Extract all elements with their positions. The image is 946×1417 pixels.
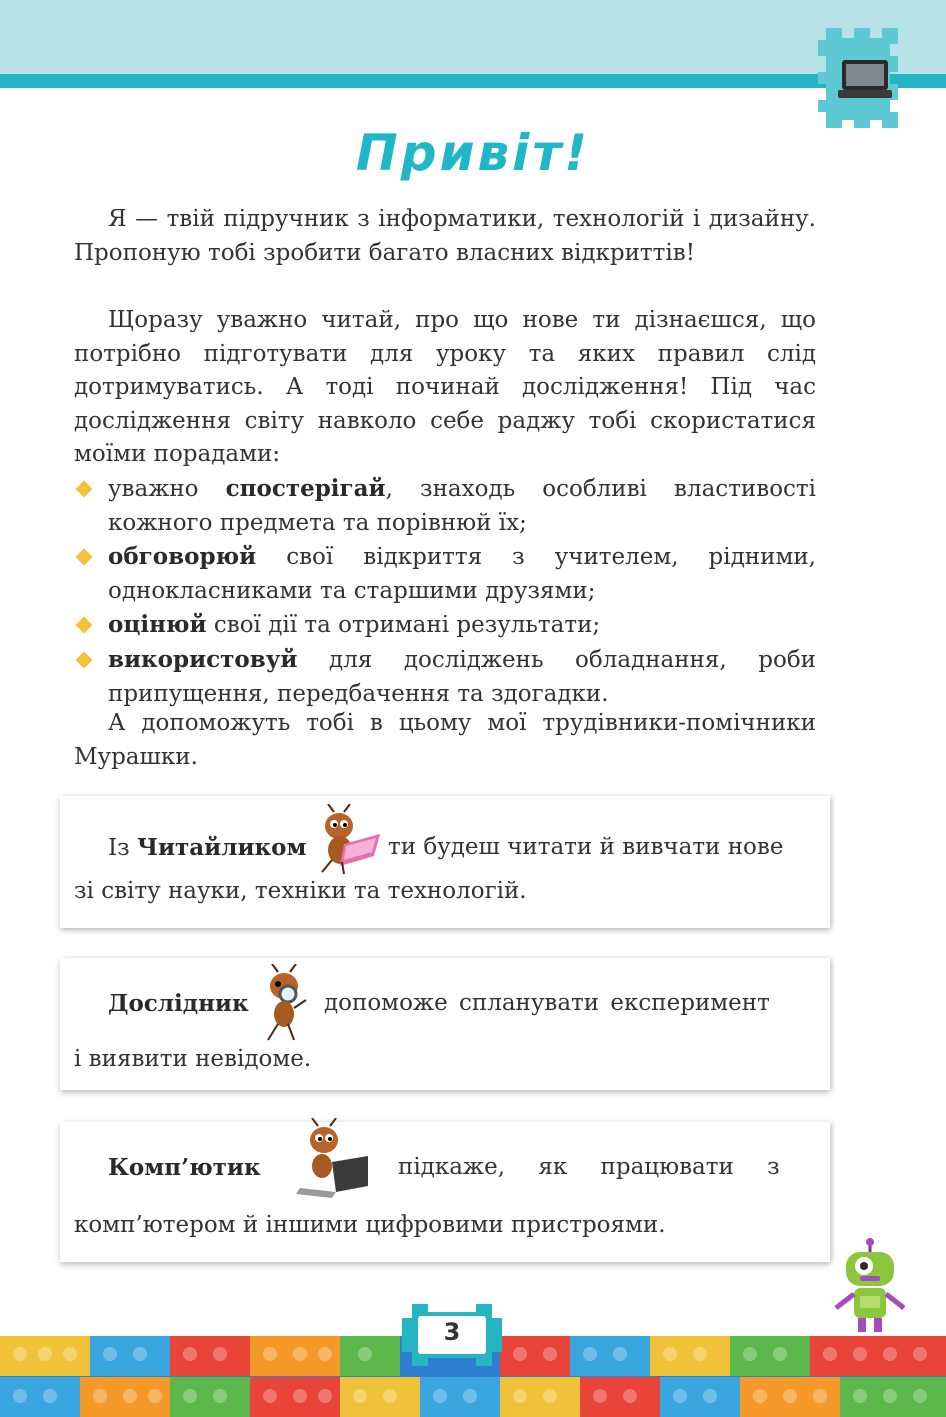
intro-text-2: Щоразу уважно читай, про що нове ти дізнаєшся, що потрібно підготувати для уроку та яких правил слід дотримуватись. А тоді починай дослідження! Під час дослідження світу навколо себе раджу тобі скористатися моїми порадами: — [74, 307, 816, 468]
ant-explorer-icon — [256, 964, 316, 1044]
explorer-line-2: і виявити невідоме. — [74, 1046, 312, 1072]
list-item: обговорюй свої відкриття з учителем, рідними, однокласниками та старшими друзями; — [74, 540, 816, 608]
page-title: Привіт! — [355, 124, 591, 182]
closing-text: А допоможуть тобі в цьому мої трудівники-помічники Мурашки. — [74, 710, 816, 770]
ant-reader-icon — [314, 804, 386, 876]
header-band — [0, 0, 946, 74]
diamond-bullet-icon — [76, 481, 93, 498]
monitor-icon — [812, 28, 918, 134]
intro-text-1: Я — твій підручник з інформатики, технологій і дизайну. Пропоную тобі зробити багато власних відкриттів! — [74, 206, 816, 266]
diamond-bullet-icon — [76, 617, 93, 634]
computer-line-1: Комп’ютик — [108, 1154, 261, 1181]
computer-line-2: комп’ютером й іншими цифровими пристроями. — [74, 1212, 666, 1238]
helper-card-computer — [60, 1122, 830, 1262]
ant-computer-icon — [296, 1118, 372, 1202]
list-item: оцінюй свої дії та отримані результати; — [74, 608, 816, 643]
reader-line-2: зі світу науки, техніки та технологій. — [74, 878, 527, 904]
intro-paragraph-2 — [74, 304, 816, 472]
explorer-line-1: Дослідник — [108, 990, 249, 1017]
reader-line-1: Із Читайликом — [108, 834, 307, 861]
diamond-bullet-icon — [76, 549, 93, 566]
explorer-line-1-rest: допоможе спланувати експеримент — [324, 990, 770, 1016]
tips-list — [74, 472, 816, 711]
diamond-bullet-icon — [76, 651, 93, 668]
page-number: 3 — [443, 1318, 461, 1346]
list-item: використовуй для досліджень обладнання, роби припущення, передбачення та здогадки. — [74, 643, 816, 711]
reader-line-1-rest: ти будеш читати й вивчати нове — [388, 834, 784, 860]
list-item: уважно спостерігай, знаходь особливі властивості кожного предмета та порівнюй їх; — [74, 472, 816, 540]
helper-card-explorer — [60, 958, 830, 1090]
closing-paragraph — [74, 707, 816, 774]
helper-card-reader — [60, 796, 830, 928]
intro-paragraph-1 — [74, 203, 816, 270]
header-stripe — [0, 74, 946, 88]
robot-icon — [820, 1238, 920, 1338]
computer-line-1-rest: підкаже, як працювати з — [398, 1154, 780, 1180]
